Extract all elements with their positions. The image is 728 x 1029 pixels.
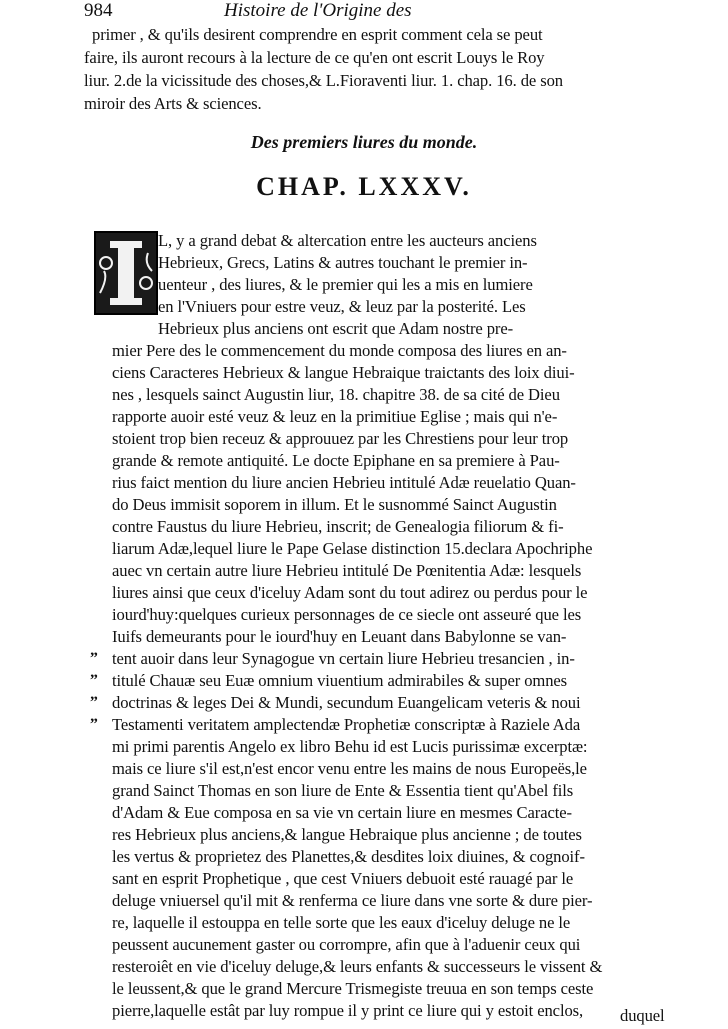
intro-line: faire, ils auront recours à la lecture de ce qu'en ont escrit Louys le Roy xyxy=(84,48,545,67)
body-line: contre Faustus du liure Hebrieu, inscrit; de Genealogia filiorum & fi- xyxy=(112,517,564,536)
body-line: les vertus & proprietez des Planettes,& desdites loix diuines, & cognoif- xyxy=(112,847,585,866)
body-line: en l'Vniuers pour estre veuz, & leuz par la posterité. Les xyxy=(158,297,526,316)
ornamental-letter-I-icon xyxy=(94,231,158,315)
body-line: sant en esprit Prophetique , que cest Vniuers debuoit esté rauagé par le xyxy=(112,869,574,888)
intro-line: liur. 2.de la vicissitude des choses,& L.Fioraventi liur. 1. chap. 16. de son xyxy=(84,71,563,90)
body-line: tent auoir dans leur Synagogue vn certain liure Hebrieu tresancien , in- xyxy=(112,649,575,668)
body-line: Iuifs demeurants pour le iourd'huy en Leuant dans Babylonne se van- xyxy=(112,627,567,646)
quote-mark: „ xyxy=(90,686,98,703)
chapter-heading: CHAP. LXXXV. xyxy=(256,172,472,201)
body-line: uenteur , des liures, & le premier qui les a mis en lumiere xyxy=(158,275,533,294)
body-line: grand Sainct Thomas en son liure de Ente & Essentia tient qu'Abel fils xyxy=(112,781,574,800)
intro-line: primer , & qu'ils desirent comprendre en esprit comment cela se peut xyxy=(92,25,543,44)
body-line: resteroiêt en vie d'iceluy deluge,& leurs enfants & successeurs le vissent & xyxy=(112,957,603,976)
quote-mark: „ xyxy=(90,708,98,725)
body-line: pierre,laquelle estât par luy rompue il y print ce liure qui y estoit enclos, xyxy=(112,1001,584,1020)
body-line: deluge vniuersel qu'il mit & renferma ce liure dans vne sorte & dure pier- xyxy=(112,891,593,910)
body-line: doctrinas & leges Dei & Mundi, secundum Euangelicam veteris & noui xyxy=(112,693,581,712)
catchword: duquel xyxy=(620,1006,665,1025)
running-title: Histoire de l'Origine des xyxy=(224,0,412,21)
body-line: auec vn certain autre liure Hebrieu intitulé De Pœnitentia Adæ: lesquels xyxy=(112,561,582,580)
intro-line: miroir des Arts & sciences. xyxy=(84,94,262,113)
body-line: rius faict mention du liure ancien Hebrieu intitulé Adæ reuelatio Quan- xyxy=(112,473,576,492)
section-title: Des premiers liures du monde. xyxy=(250,132,478,152)
body-line: mais ce liure s'il est,n'est encor venu entre les mains de nous Europeës,le xyxy=(112,759,587,778)
body-line: rapporte auoir esté veuz & leuz en la primitiue Eglise ; mais qui n'e- xyxy=(112,407,558,426)
body-line: Testamenti veritatem amplectendæ Prophetiæ conscriptæ à Raziele Ada xyxy=(112,715,581,734)
body-line: res Hebrieux plus anciens,& langue Hebraique plus ancienne ; de toutes xyxy=(112,825,582,844)
running-header xyxy=(84,0,668,22)
body-line: do Deus immisit soporem in illum. Et le susnommé Sainct Augustin xyxy=(112,495,557,514)
page-number: 984 xyxy=(84,0,113,21)
body-line: liarum Adæ,lequel liure le Pape Gelase distinction 15.declara Apochriphe xyxy=(112,539,593,558)
body-line: L, y a grand debat & altercation entre les aucteurs anciens xyxy=(158,231,537,250)
body-line: mi primi parentis Angelo ex libro Behu id est Lucis purissimæ excerptæ: xyxy=(112,737,588,756)
body-line: re, laquelle il estouppa en telle sorte que les eaux d'iceluy deluge ne le xyxy=(112,913,571,932)
quote-mark: „ xyxy=(90,642,98,659)
body-line: peussent aucunement gaster ou corrompre, afin que à l'aduenir ceux qui xyxy=(112,935,581,954)
body-line: mier Pere des le commencement du monde composa des liures en an- xyxy=(112,341,567,360)
quote-mark: „ xyxy=(90,664,98,681)
body-line: titulé Chauæ seu Euæ omnium viuentium admirabiles & super omnes xyxy=(112,671,568,690)
body-line: nes , lesquels sainct Augustin liur, 18. chapitre 38. de sa cité de Dieu xyxy=(112,385,560,404)
body-line: grande & remote antiquité. Le docte Epiphane en sa premiere à Pau- xyxy=(112,451,560,470)
body-line: stoient trop bien receuz & approuuez par les Chrestiens pour leur trop xyxy=(112,429,569,448)
body-line: Hebrieux plus anciens ont escrit que Adam nostre pre- xyxy=(158,319,514,338)
body-line: le leussent,& que le grand Mercure Trismegiste treuua en son temps ceste xyxy=(112,979,594,998)
body-line: Hebrieux, Grecs, Latins & autres touchant le premier in- xyxy=(158,253,528,272)
body-line: ciens Caracteres Hebrieux & langue Hebraique traictants des loix diui- xyxy=(112,363,575,382)
body-line: d'Adam & Eue composa en sa vie vn certain liure en mesmes Caracte- xyxy=(112,803,572,822)
body-line: iourd'huy:quelques curieux personnages de ce siecle ont asseuré que les xyxy=(112,605,582,624)
dropcap-ornament xyxy=(96,233,156,313)
body-line: liures ainsi que ceux d'iceluy Adam sont du tout adirez ou perdus pour le xyxy=(112,583,588,602)
